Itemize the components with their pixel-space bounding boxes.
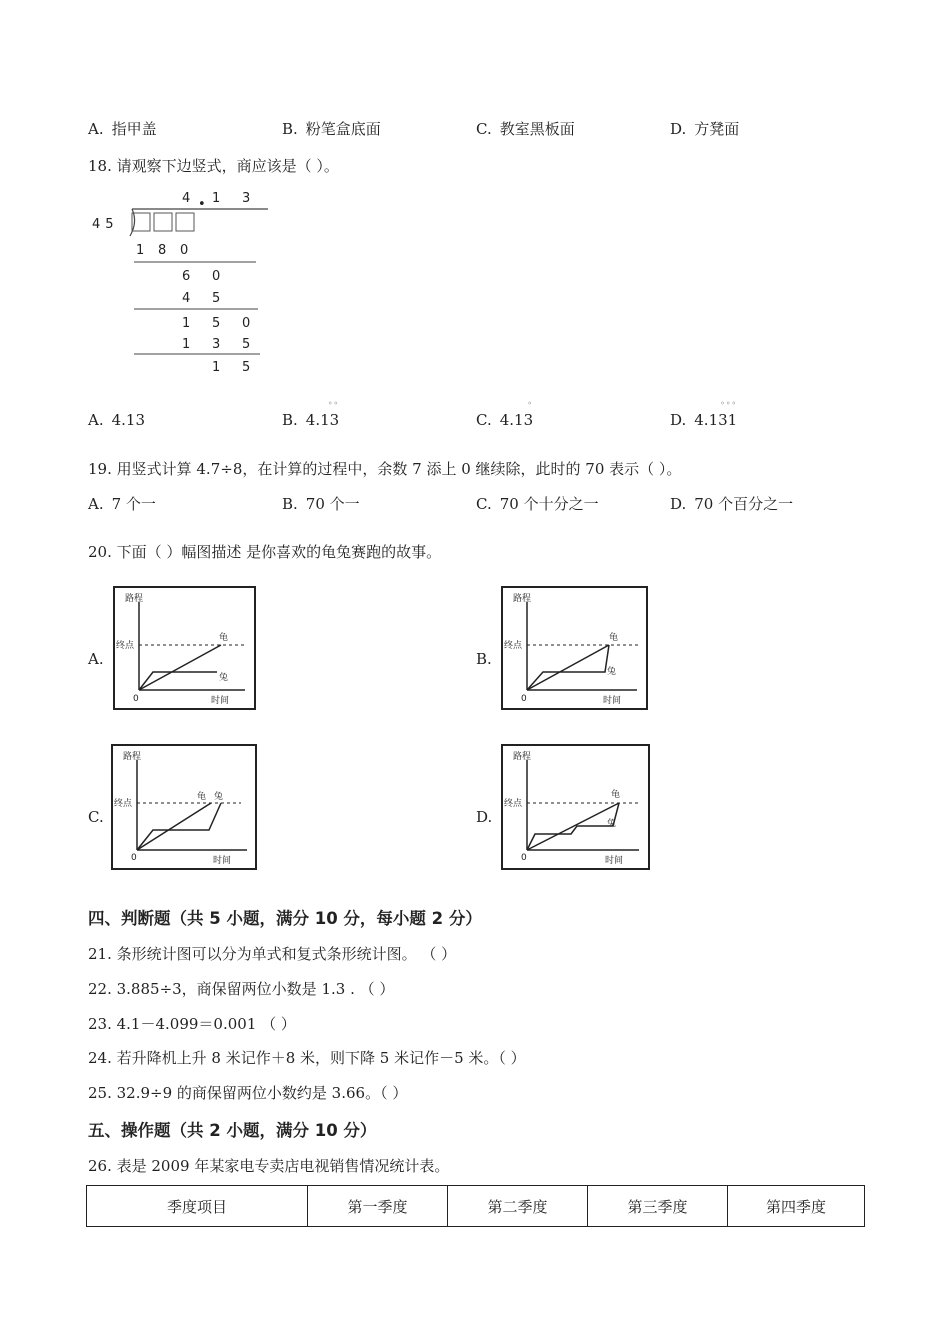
q19-option-c: C. 70 个十分之一 [476, 495, 599, 513]
svg-text:5: 5 [212, 316, 221, 331]
graph-c [111, 744, 257, 870]
svg-text:4: 4 [182, 291, 191, 306]
table-header-cell: 第二季度 [448, 1186, 588, 1227]
q18-option-d: D. 4.131 ◦◦◦ [670, 399, 738, 429]
q24: 24. 若升降机上升 8 米记作＋8 米，则下降 5 米记作－5 米。（ ） [88, 1049, 526, 1067]
svg-text:0: 0 [242, 316, 251, 331]
svg-text:5: 5 [212, 291, 221, 306]
quotient-digit: 4 [182, 191, 191, 206]
graph-a [113, 586, 256, 710]
table-header-cell: 第一季度 [308, 1186, 448, 1227]
svg-text:路程: 路程 [123, 752, 142, 762]
q19-stem: 19. 用竖式计算 4.7÷8，在计算的过程中，余数 7 添上 0 继续除，此时的 70 表示（ ）。 [88, 460, 682, 478]
q17-option-a: A. 指甲盖 [88, 120, 157, 138]
sales-table [86, 1185, 865, 1227]
svg-text:1: 1 [182, 337, 191, 352]
table-header-cell: 季度项目 [87, 1186, 308, 1227]
quotient-digit: 3 [242, 191, 251, 206]
svg-text:0: 0 [133, 694, 139, 704]
q20-option-b-label: B. [476, 650, 492, 668]
svg-text:0: 0 [521, 694, 527, 704]
q25: 25. 32.9÷9 的商保留两位小数约是 3.66。（ ） [88, 1084, 408, 1102]
svg-text:龟: 龟 [609, 633, 619, 643]
svg-text:终点: 终点 [504, 641, 523, 651]
q17-option-b: B. 粉笔盒底面 [282, 120, 381, 138]
svg-text:兔: 兔 [219, 673, 229, 683]
quotient-digit: 1 [212, 191, 221, 206]
svg-text:龟: 龟 [197, 792, 207, 802]
svg-text:5: 5 [242, 337, 251, 352]
svg-text:兔: 兔 [607, 819, 617, 829]
table-header-cell: 第三季度 [588, 1186, 728, 1227]
svg-text:5: 5 [242, 360, 251, 375]
graph-b [501, 586, 648, 710]
q18-option-b: B. 4.13 ◦◦ [282, 399, 340, 429]
svg-text:6: 6 [182, 269, 191, 284]
q20-option-a-label: A. [88, 650, 104, 668]
svg-text:时间: 时间 [605, 856, 624, 866]
y-label: 路程 [125, 594, 144, 604]
svg-text:时间: 时间 [213, 856, 232, 866]
svg-text:兔: 兔 [214, 792, 224, 802]
svg-text:0: 0 [180, 243, 189, 258]
table-row [87, 1186, 865, 1227]
q20-stem: 20. 下面（ ）幅图描述 是你喜欢的龟兔赛跑的故事。 [88, 543, 442, 561]
blank-box [176, 213, 194, 231]
q20-option-d-label: D. [476, 808, 493, 826]
divisor: 45 [92, 217, 119, 232]
q17-option-c: C. 教室黑板面 [476, 120, 575, 138]
x-label: 时间 [211, 696, 230, 706]
svg-text:1: 1 [182, 316, 191, 331]
svg-text:终点: 终点 [114, 799, 133, 809]
turtle-line [139, 645, 221, 690]
q26-stem: 26. 表是 2009 年某家电专卖店电视销售情况统计表。 [88, 1157, 450, 1175]
q23: 23. 4.1－4.099＝0.001 （ ） [88, 1015, 296, 1033]
long-division-figure [88, 182, 278, 382]
q18-option-a: A. 4.13 [88, 411, 146, 429]
q18-stem: 18. 请观察下边竖式，商应该是（ ）。 [88, 157, 339, 175]
svg-text:0: 0 [131, 853, 137, 863]
svg-text:时间: 时间 [603, 696, 622, 706]
quotient-point: • [198, 197, 206, 212]
table-header-cell: 第四季度 [728, 1186, 865, 1227]
svg-text:0: 0 [521, 853, 527, 863]
svg-text:1: 1 [212, 360, 221, 375]
q19-option-b: B. 70 个一 [282, 495, 360, 513]
q22: 22. 3.885÷3，商保留两位小数是 1.3 . （ ） [88, 980, 395, 998]
q21: 21. 条形统计图可以分为单式和复式条形统计图。 （ ） [88, 945, 457, 963]
q19-option-d: D. 70 个百分之一 [670, 495, 794, 513]
svg-text:1: 1 [136, 243, 145, 258]
section-4-title: 四、判断题（共 5 小题，满分 10 分，每小题 2 分） [88, 909, 482, 928]
svg-text:龟: 龟 [219, 633, 229, 643]
svg-text:路程: 路程 [513, 594, 532, 604]
svg-text:终点: 终点 [504, 799, 523, 809]
q20-option-c-label: C. [88, 808, 104, 826]
svg-text:0: 0 [212, 269, 221, 284]
svg-text:路程: 路程 [513, 752, 532, 762]
svg-text:8: 8 [158, 243, 167, 258]
section-5-title: 五、操作题（共 2 小题，满分 10 分） [88, 1121, 377, 1140]
graph-d [501, 744, 650, 870]
finish-label: 终点 [116, 641, 135, 651]
svg-text:兔: 兔 [607, 667, 617, 677]
blank-box [154, 213, 172, 231]
rabbit-line [139, 672, 217, 690]
svg-text:3: 3 [212, 337, 221, 352]
q18-option-c: C. 4.13 ◦ [476, 399, 534, 429]
q19-option-a: A. 7 个一 [88, 495, 156, 513]
svg-text:龟: 龟 [611, 790, 621, 800]
q17-option-d: D. 方凳面 [670, 120, 740, 138]
